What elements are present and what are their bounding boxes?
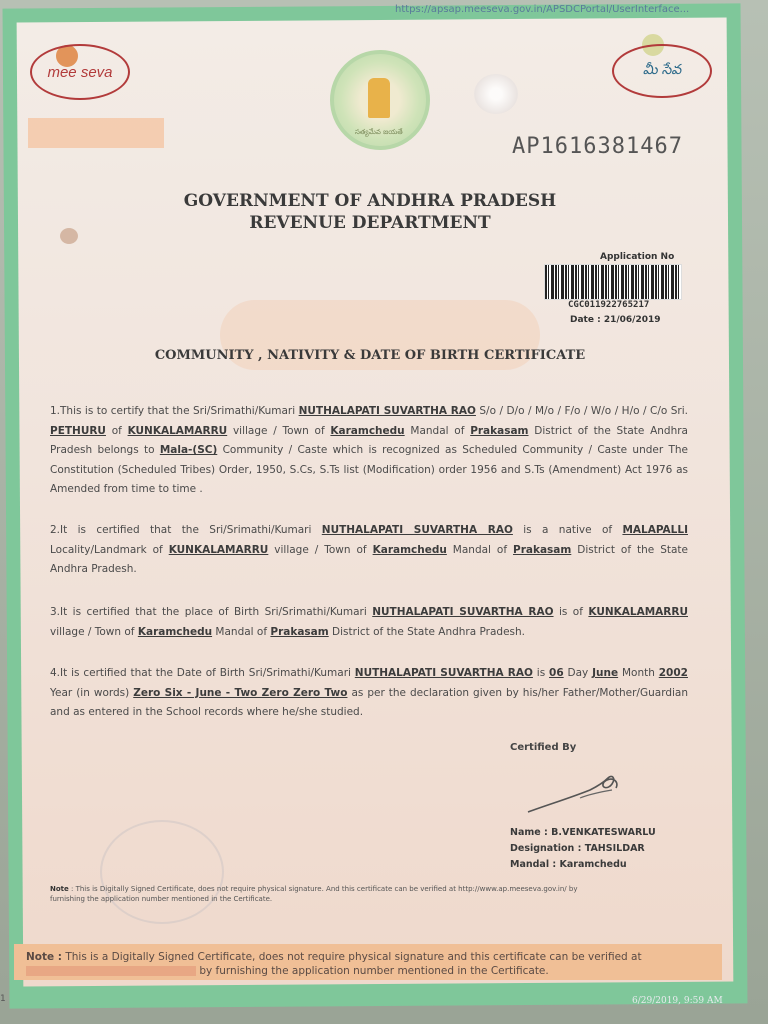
text: is — [532, 667, 550, 679]
text: 4.It is certified that the Date of Birth Sri/Srimathi/Kumari — [50, 667, 355, 679]
birth-day: 06 — [549, 667, 564, 679]
text: Mandal of — [212, 625, 271, 638]
stain-mark — [60, 228, 78, 244]
holder-name: NUTHALAPATI SUVARTHA RAO — [354, 667, 533, 679]
mandal-name: Karamchedu — [137, 625, 213, 638]
paragraph-nativity — [50, 521, 688, 580]
application-date: Date : 21/06/2019 — [570, 315, 661, 325]
note-text: : This is Digitally Signed Certificate, does not require physical signature. And this certificate can be verified at http://www.ap.meeseva.gov.in/ by furnishing the application number mentioned in the Certificate. — [50, 885, 578, 903]
text: District of the State Andhra Pradesh. — [328, 625, 525, 638]
signatory-name: Name : B.VENKATESWARLU — [510, 827, 656, 838]
department-name: REVENUE DEPARTMENT — [249, 213, 491, 233]
text: District of the State Andhra Pradesh belongs to — [50, 424, 688, 456]
text: village / Town of — [268, 543, 373, 556]
holder-name: NUTHALAPATI SUVARTHA RAO — [298, 405, 476, 417]
text: Month — [618, 667, 659, 679]
meeseva-logo-text: mee seva — [47, 63, 113, 81]
birth-year: 2002 — [658, 667, 688, 679]
village-name: KUNKALAMARRU — [588, 606, 688, 618]
verification-note-banner — [14, 944, 722, 980]
father-name: PETHURU — [50, 424, 106, 437]
text: Community / Caste which is recognized as Scheduled Community / Caste under The Constitution (Scheduled Tribes) Order, 1950, S.Cs, S.Ts list (Modification) order 1956 and S.Ts (Amendment) Act 1976 as Amended from time to time . — [50, 444, 688, 495]
text: Mandal of — [446, 543, 513, 556]
signature — [520, 768, 630, 818]
certificate-title: COMMUNITY , NATIVITY & DATE OF BIRTH CERTIFICATE — [154, 348, 586, 363]
text: village / Town of — [50, 625, 138, 638]
district-name: Prakasam — [270, 625, 329, 638]
note-big-text-2: by furnishing the application number mentioned in the Certificate. — [196, 965, 549, 977]
paragraph-date-of-birth — [50, 664, 688, 723]
text: is a native of — [512, 524, 623, 536]
text: 2.It is certified that the Sri/Srimathi/Kumari — [50, 524, 322, 536]
text: village / Town of — [227, 424, 331, 437]
mandal-name: Karamchedu — [372, 543, 447, 556]
note-big-label: Note : — [26, 951, 62, 963]
text: as per the declaration given by his/her Father/Mother/Guardian and as entered in the School records where he/she studied. — [50, 686, 688, 718]
barcode-icon — [544, 264, 682, 300]
note-big-text-1: This is a Digitally Signed Certificate, does not require physical signature and this certificate can be verified at — [62, 951, 642, 963]
district-name: Prakasam — [513, 543, 572, 556]
signatory-designation: Designation : TAHSILDAR — [510, 843, 645, 854]
caste-name: Mala-(SC) — [159, 444, 218, 456]
page-corner-mark: 1 — [0, 994, 6, 1004]
browser-url-print: https://apsap.meeseva.gov.in/APSDCPortal/UserInterface... — [395, 4, 690, 15]
verification-note-text — [26, 950, 716, 978]
certificate-number: AP1616381467 — [512, 134, 683, 159]
certified-by-label: Certified By — [510, 742, 577, 753]
paragraph-community — [50, 402, 688, 500]
meeseva-telugu-logo — [612, 44, 712, 98]
meeseva-logo — [30, 44, 130, 100]
application-number: CGC011922765217 — [568, 300, 650, 310]
text: of — [105, 424, 128, 437]
text: is of — [553, 606, 589, 618]
locality-name: MALAPALLI — [622, 524, 688, 536]
text: S/o / D/o / M/o / F/o / W/o / H/o / C/o Sri. — [475, 405, 688, 417]
government-header — [140, 190, 600, 234]
text: Day — [563, 667, 593, 679]
digital-signature-note — [50, 884, 610, 904]
text: Year (in words) — [50, 686, 134, 699]
emblem-pillar — [368, 78, 390, 118]
village-name: KUNKALAMARRU — [168, 543, 269, 556]
photo-glare — [474, 74, 518, 114]
holder-name: NUTHALAPATI SUVARTHA RAO — [372, 606, 554, 618]
print-timestamp: 6/29/2019, 9:59 AM — [632, 996, 723, 1006]
emblem-caption: సత్యమేవ జయతే — [355, 128, 403, 136]
district-name: Prakasam — [470, 424, 529, 437]
note-label: Note — [50, 885, 69, 893]
birth-month: June — [592, 667, 619, 679]
text: Mandal of — [404, 424, 471, 437]
village-name: KUNKALAMARRU — [127, 424, 228, 437]
birth-date-words: Zero Six - June - Two Zero Zero Two — [133, 686, 348, 699]
holder-name: NUTHALAPATI SUVARTHA RAO — [321, 524, 513, 536]
signatory-block — [510, 825, 656, 873]
text: 3.It is certified that the place of Birth Sri/Srimathi/Kumari — [50, 606, 373, 618]
redacted-url — [26, 966, 196, 976]
text: 1.This is to certify that the Sri/Srimathi/Kumari — [50, 405, 299, 417]
application-no-label: Application No — [600, 252, 675, 262]
paragraph-birth-place — [50, 603, 688, 642]
government-name: GOVERNMENT OF ANDHRA PRADESH — [183, 191, 557, 211]
text: Locality/Landmark of — [50, 543, 169, 556]
redacted-area — [28, 118, 164, 148]
mandal-name: Karamchedu — [330, 424, 405, 437]
signatory-mandal: Mandal : Karamchedu — [510, 859, 627, 870]
text: District of the State Andhra Pradesh. — [50, 543, 688, 575]
faded-seal — [100, 820, 224, 924]
meeseva-telugu-logo-text: మీ సేవ — [642, 61, 682, 77]
